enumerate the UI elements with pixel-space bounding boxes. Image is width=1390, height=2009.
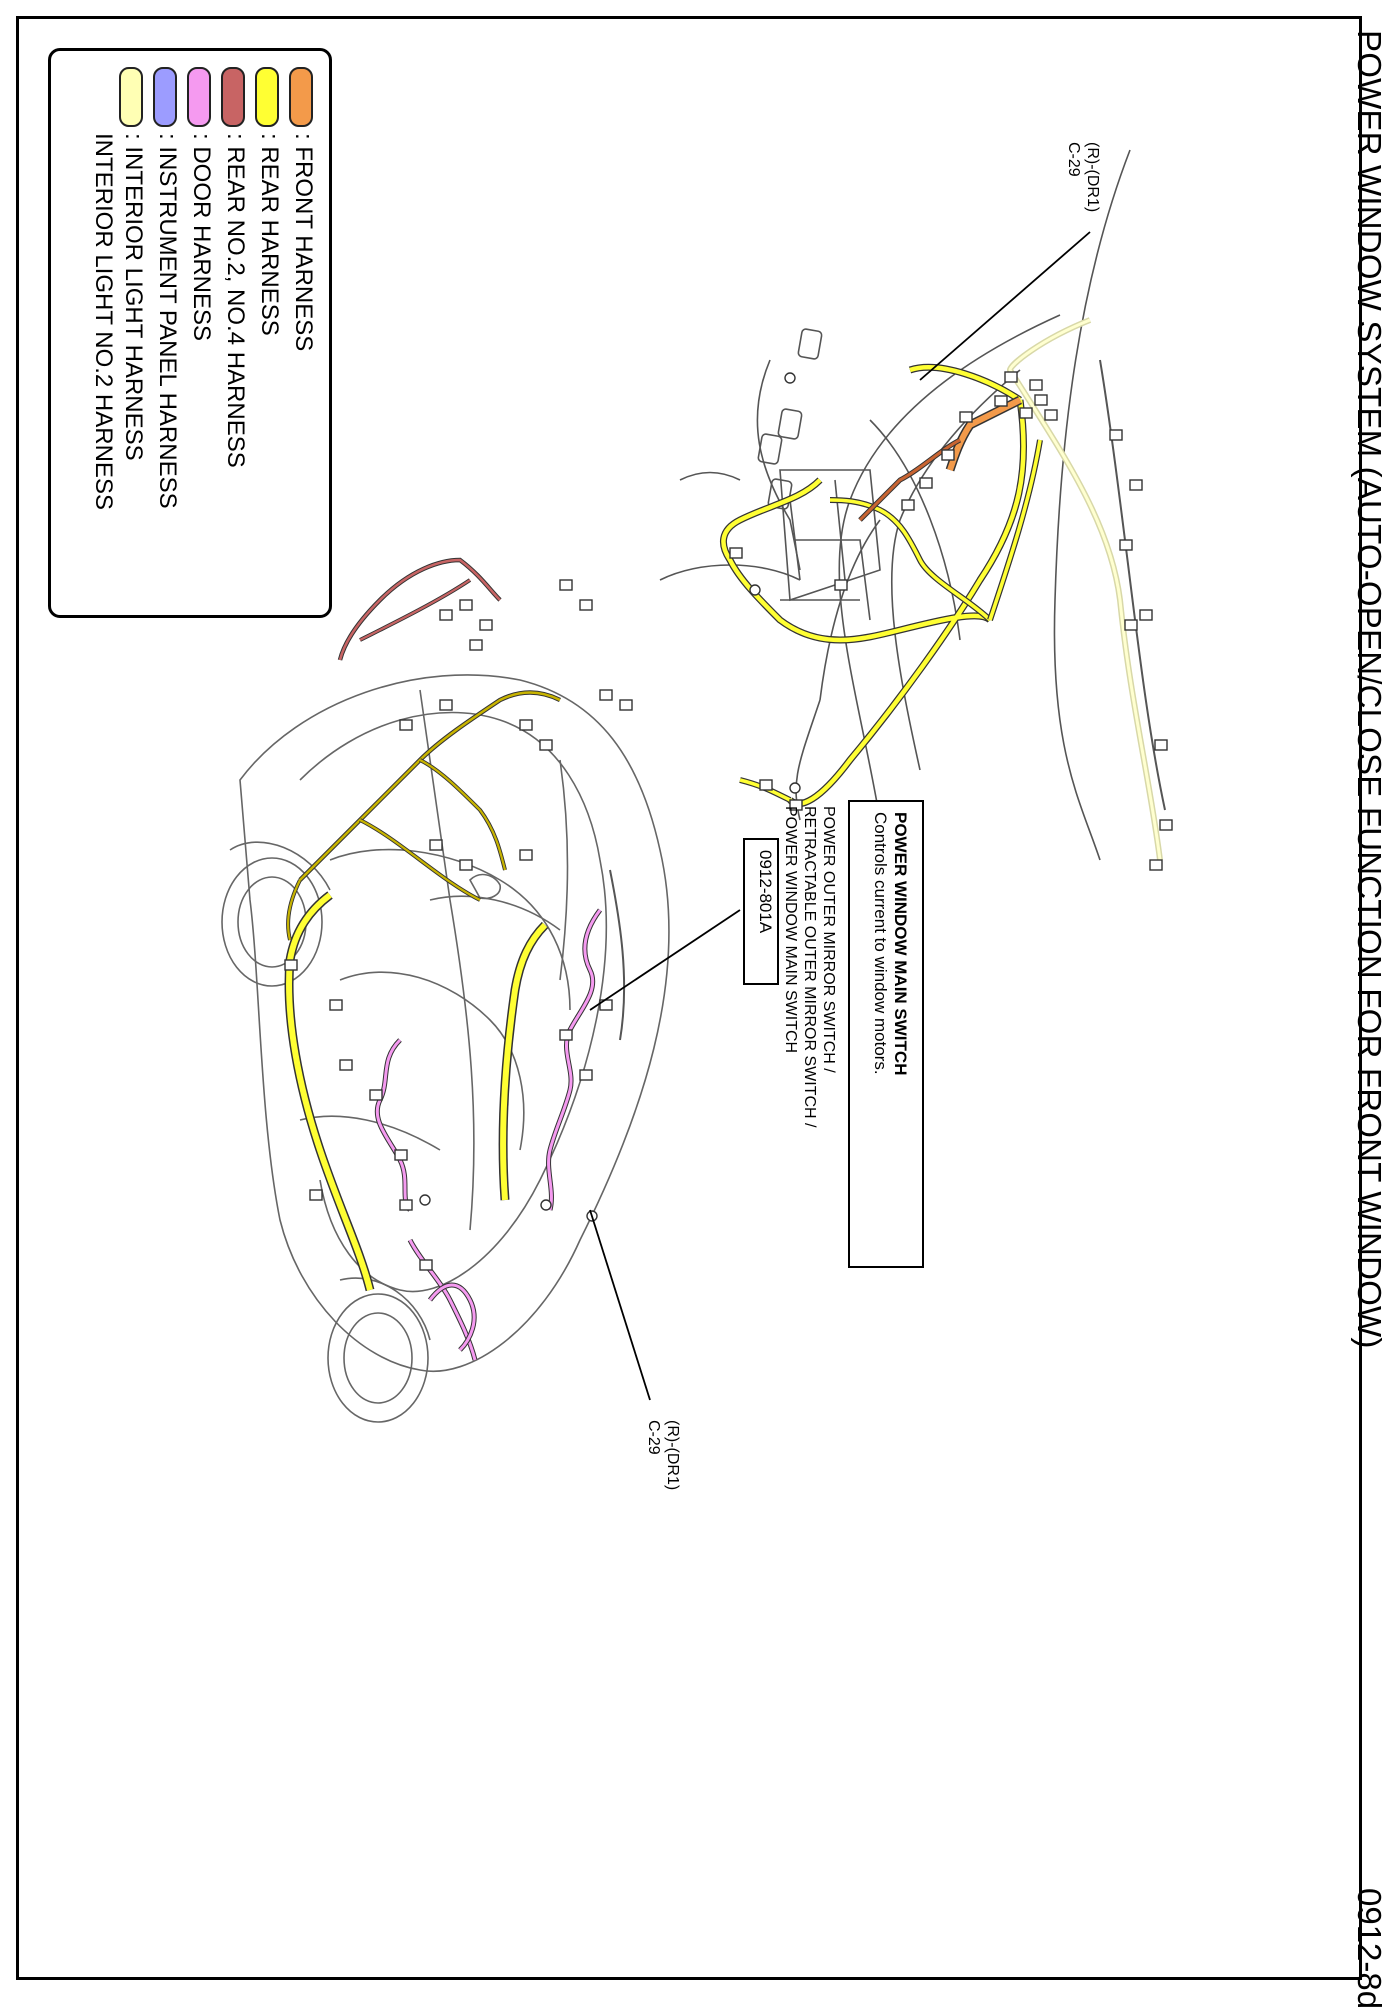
legend-label: : INSTRUMENT PANEL HARNESS [154, 133, 181, 509]
callout-title: POWER WINDOW MAIN SWITCH [891, 812, 910, 1076]
legend-label: : REAR NO.2, NO.4 HARNESS [222, 133, 249, 468]
switch-name-line1: POWER OUTER MIRROR SWITCH / [820, 806, 837, 1073]
connector-label-bottom-line1: (R)-(DR1) [664, 1420, 681, 1491]
part-code: 0912-801A [756, 850, 775, 934]
legend-label: : INTERIOR LIGHT HARNESS [120, 133, 147, 461]
connector-label-top-line1: (R)-(DR1) [1084, 142, 1101, 213]
legend-label: : FRONT HARNESS [290, 133, 317, 352]
callout-description: Controls current to window motors. [871, 812, 890, 1075]
bottom-connectors [285, 580, 632, 1270]
legend-label: : REAR HARNESS [256, 133, 283, 336]
front-harness-top [860, 400, 1020, 520]
rear-harness-bright-bottom [289, 895, 545, 1290]
page-code: 0912-8d [1351, 1888, 1388, 2009]
car-body-view [222, 675, 669, 1422]
legend-label: : DOOR HARNESS [188, 133, 215, 342]
rear-harness-bottom [288, 693, 560, 941]
switch-name-line3: POWER WINDOW MAIN SWITCH [782, 806, 799, 1054]
page-title: POWER WINDOW SYSTEM (AUTO-OPEN/CLOSE FUNCTION FOR FRONT WINDOW) [1351, 30, 1388, 1349]
interior-light-harness-line [1010, 320, 1160, 860]
instrument-panel-harness-bottom [610, 870, 624, 1040]
dashboard-harness-view [660, 150, 1130, 860]
connector-label-top-line2: C-29 [1065, 142, 1082, 177]
switch-names [781, 806, 838, 1128]
connector-label-top [1064, 142, 1102, 212]
callout-box [848, 800, 924, 1268]
switch-name-line2: RETRACTABLE OUTER MIRROR SWITCH / [801, 806, 818, 1128]
legend-label: INTERIOR LIGHT NO.2 HARNESS [90, 133, 117, 510]
part-code-box [743, 838, 779, 985]
connector-label-bottom-line2: C-29 [645, 1420, 662, 1455]
connector-label-bottom [644, 1420, 682, 1490]
